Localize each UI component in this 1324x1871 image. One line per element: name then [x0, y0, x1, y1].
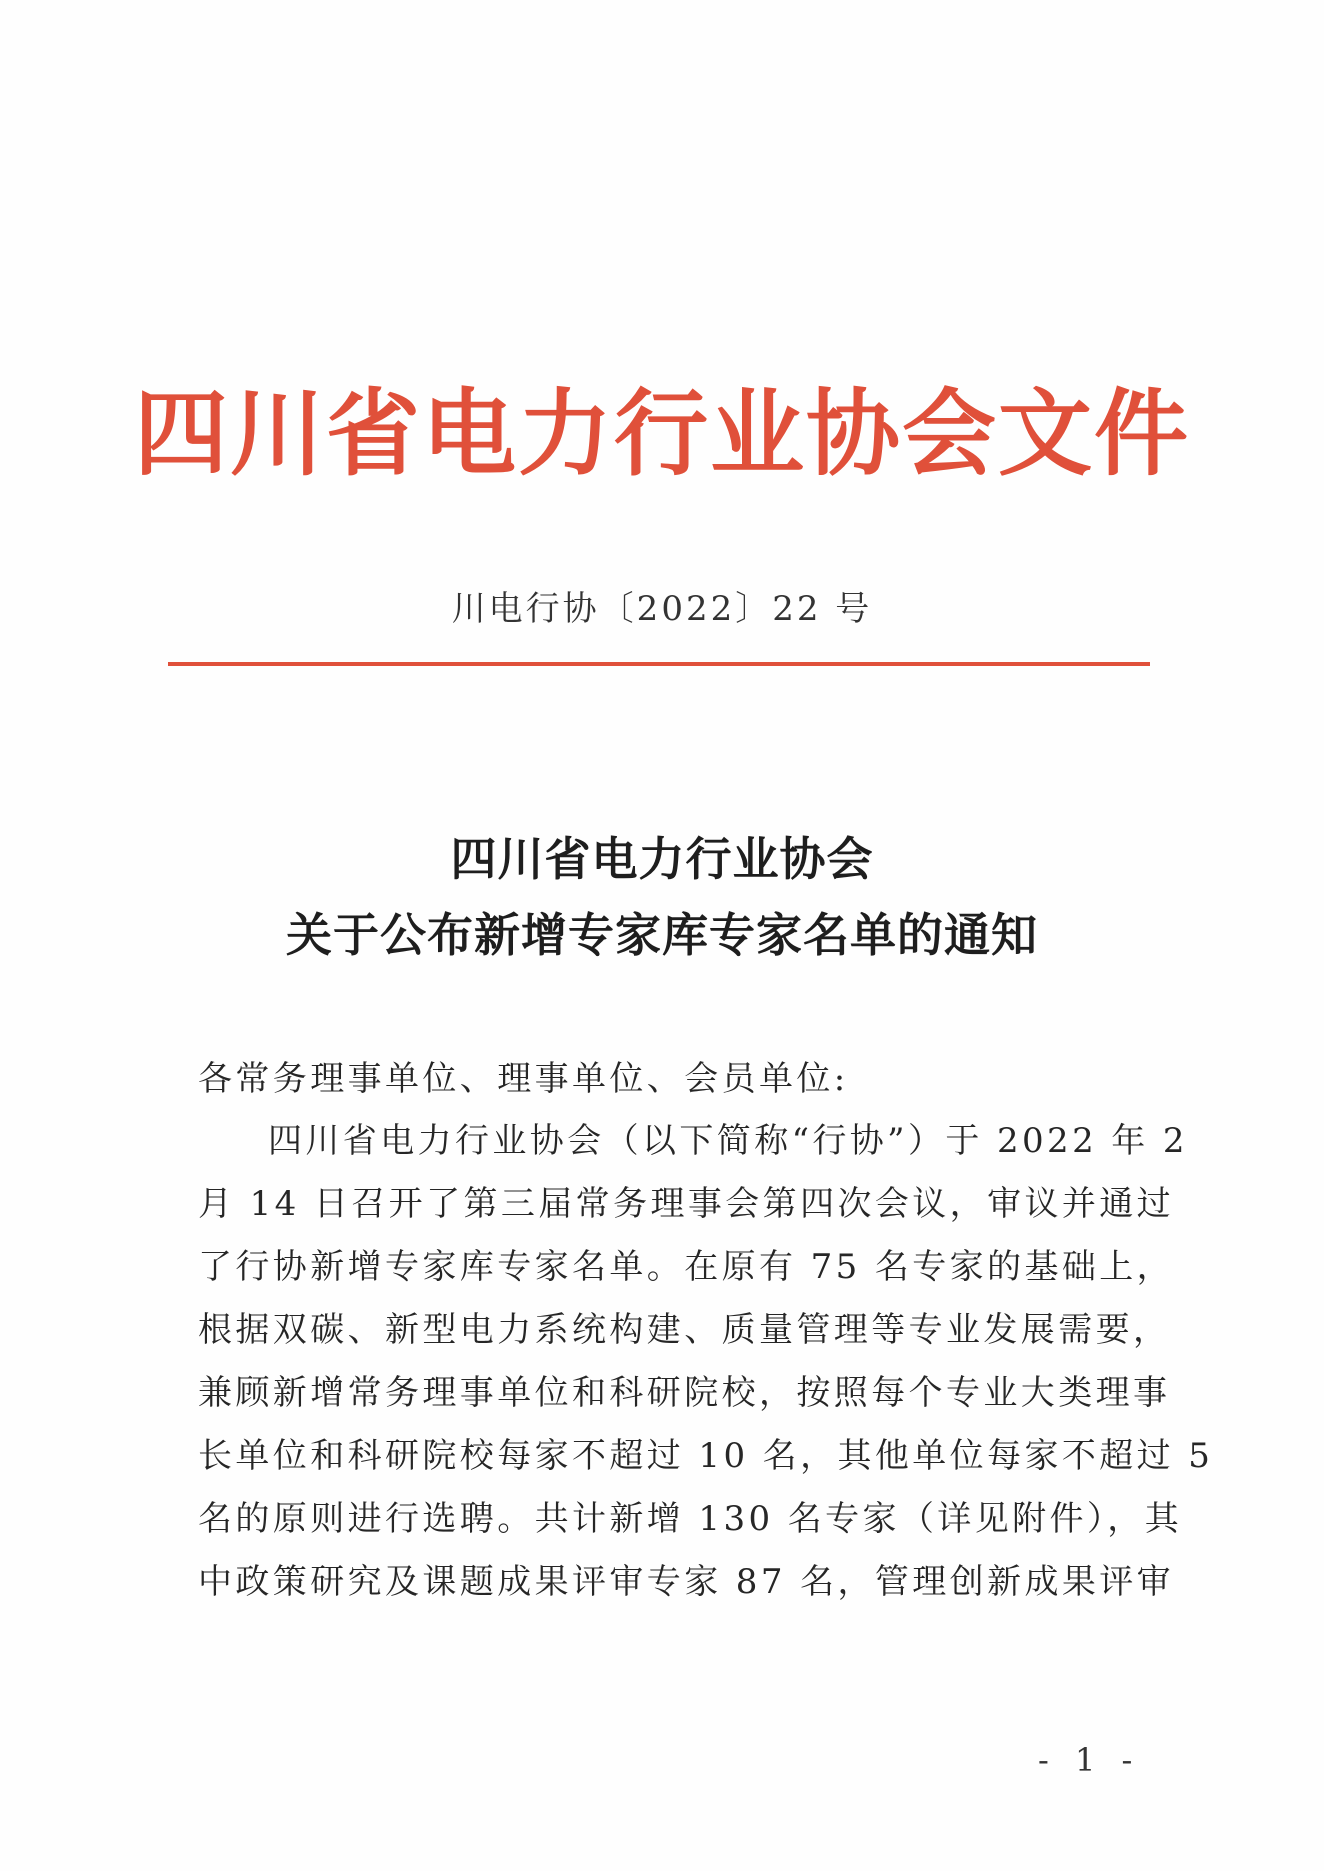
notice-title-line-2: 关于公布新增专家库专家名单的通知 — [286, 908, 1038, 962]
body-line: 四川省电力行业协会（以下简称“行协”）于 2022 年 2 — [268, 1121, 1188, 1161]
issuer-header-title: 四川省电力行业协会文件 — [133, 380, 1190, 489]
body-line: 名的原则进行选聘。共计新增 130 名专家（详见附件），其 — [198, 1499, 1183, 1539]
body-line: 了行协新增专家库专家名单。在原有 75 名专家的基础上， — [198, 1247, 1175, 1287]
body-line: 长单位和科研院校每家不超过 10 名，其他单位每家不超过 5 — [198, 1436, 1214, 1476]
notice-title-line-1: 四川省电力行业协会 — [450, 832, 874, 886]
body-line: 月 14 日召开了第三届常务理事会第四次会议，审议并通过 — [198, 1184, 1175, 1224]
red-divider-rule — [168, 662, 1150, 666]
salutation: 各常务理事单位、理事单位、会员单位: — [198, 1059, 849, 1099]
body-line: 兼顾新增常务理事单位和科研院校，按照每个专业大类理事 — [198, 1373, 1171, 1413]
body-line: 根据双碳、新型电力系统构建、质量管理等专业发展需要， — [198, 1310, 1171, 1350]
page-number: - 1 - — [1038, 1741, 1141, 1779]
document-number: 川电行协〔2022〕22 号 — [451, 589, 873, 629]
body-line: 中政策研究及课题成果评审专家 87 名，管理创新成果评审 — [198, 1562, 1175, 1602]
